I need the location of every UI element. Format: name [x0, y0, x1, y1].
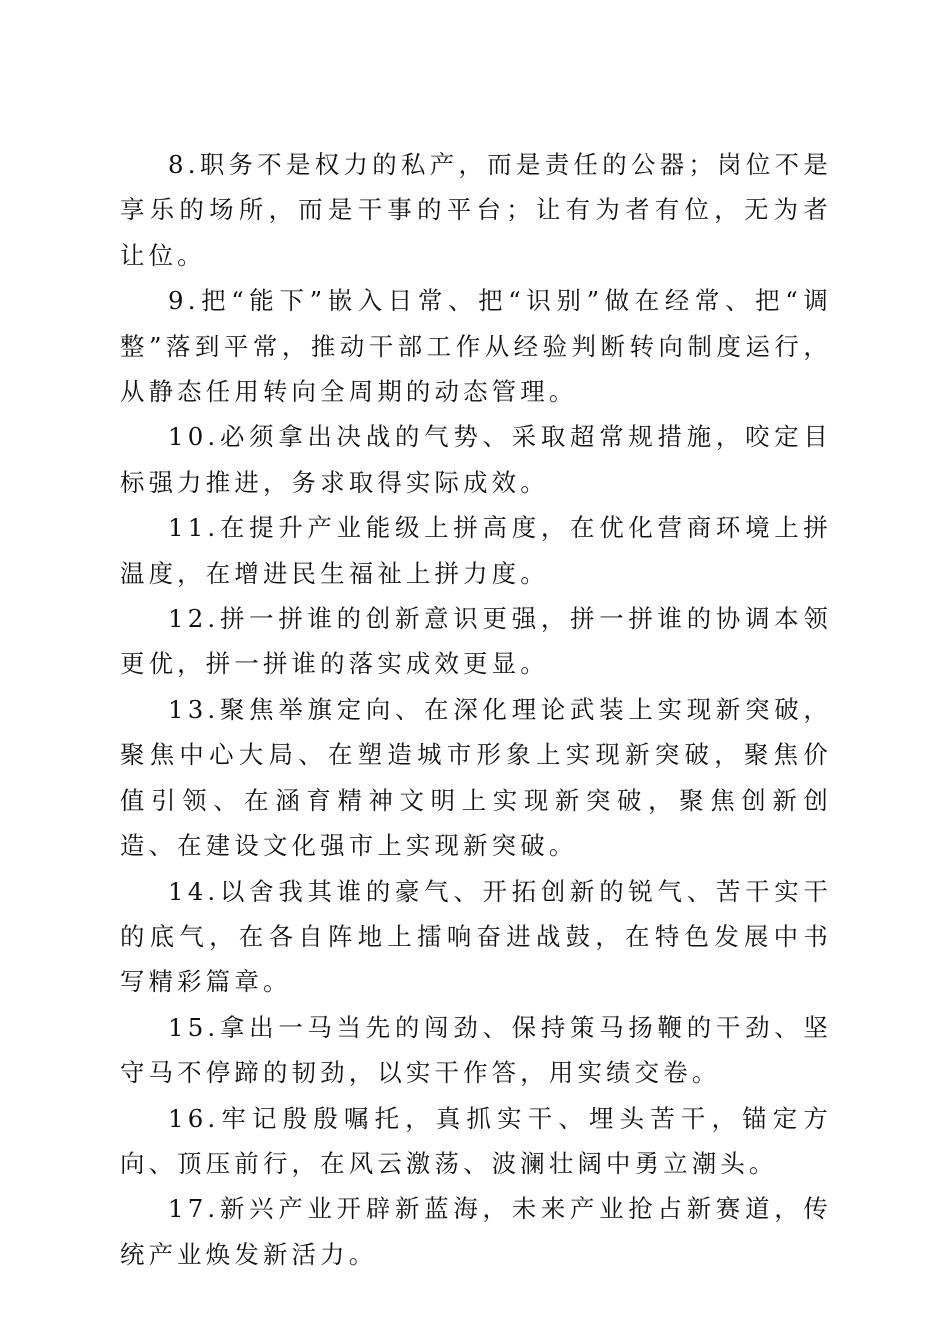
paragraph-16: 16.牢记殷殷嘱托，真抓实干、埋头苦干，锚定方向、顶压前行，在风云激荡、波澜壮阔中勇立潮头。	[120, 1103, 832, 1178]
document-body	[120, 142, 832, 1277]
paragraph-10: 10.必须拿出决战的气势、采取超常规措施，咬定目标强力推进，务求取得实际成效。	[120, 422, 832, 497]
paragraph-8: 8.职务不是权力的私产，而是责任的公器；岗位不是享乐的场所，而是干事的平台；让有为者有位，无为者让位。	[120, 150, 832, 270]
paragraph-17: 17.新兴产业开辟新蓝海，未来产业抢占新赛道，传统产业焕发新活力。	[120, 1194, 832, 1269]
paragraph-13: 13.聚焦举旗定向、在深化理论武装上实现新突破，聚焦中心大局、在塑造城市形象上实现新突破，聚焦价值引领、在涵育精神文明上实现新突破，聚焦创新创造、在建设文化强市上实现新突破。	[120, 694, 832, 861]
paragraph-9: 9.把“能下”嵌入日常、把“识别”做在经常、把“调整”落到平常，推动干部工作从经验判断转向制度运行，从静态任用转向全周期的动态管理。	[120, 286, 832, 407]
paragraph-12: 12.拼一拼谁的创新意识更强，拼一拼谁的协调本领更优，拼一拼谁的落实成效更显。	[120, 604, 832, 679]
paragraph-11: 11.在提升产业能级上拼高度，在优化营商环境上拼温度，在增进民生福祉上拼力度。	[120, 513, 832, 588]
paragraph-14: 14.以舍我其谁的豪气、开拓创新的锐气、苦干实干的底气，在各自阵地上擂响奋进战鼓，在特色发展中书写精彩篇章。	[120, 876, 832, 997]
paragraph-15: 15.拿出一马当先的闯劲、保持策马扬鞭的干劲、坚守马不停蹄的韧劲，以实干作答，用实绩交卷。	[120, 1012, 832, 1088]
